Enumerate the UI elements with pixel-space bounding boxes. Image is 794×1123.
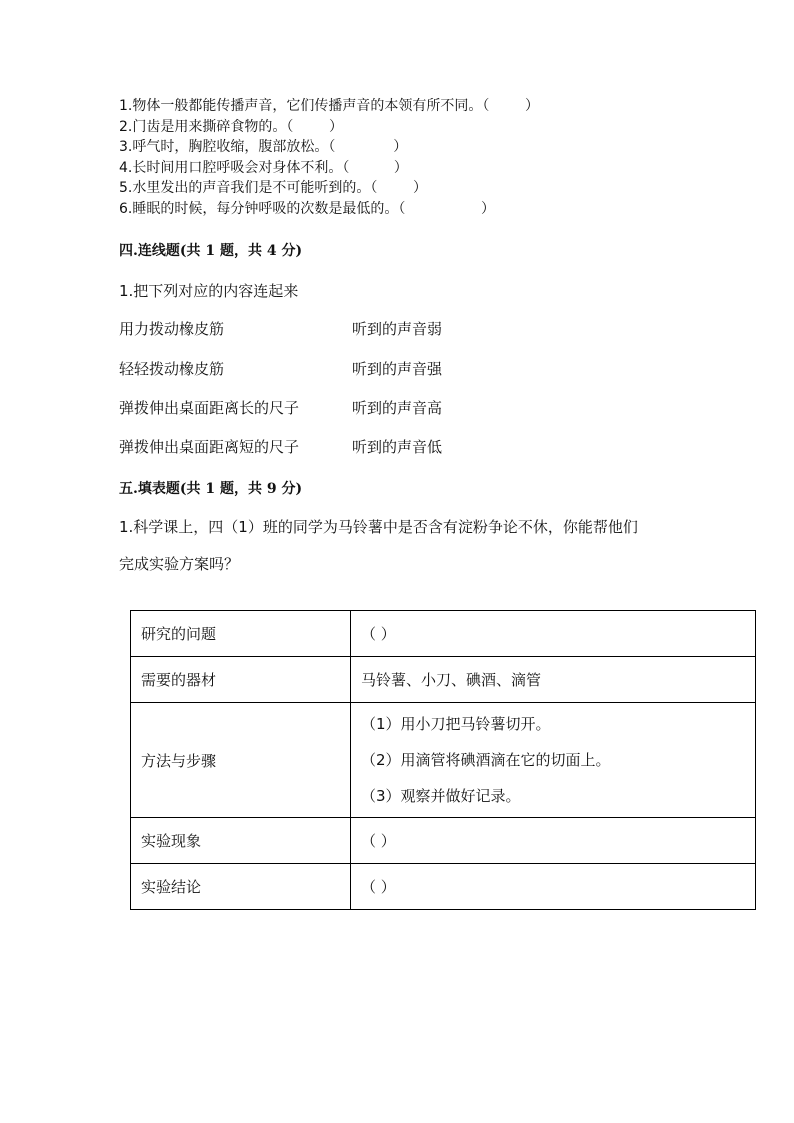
row-label-phenomenon: 实验现象 [131, 818, 351, 864]
section4-heading: 四.连线题(共 1 题，共 4 分) [119, 243, 303, 259]
step-3: （3）观察并做好记录。 [361, 787, 521, 805]
tf-item-1: 1.物体一般都能传播声音，它们传播声音的本领有所不同。（ ） [119, 98, 539, 114]
row-label-method: 方法与步骤 [131, 703, 351, 818]
row-value-method [351, 703, 756, 818]
experiment-table [130, 610, 756, 910]
row-label-conclusion: 实验结论 [131, 864, 351, 910]
match-right-3: 听到的声音高 [352, 399, 443, 417]
table-row [131, 864, 756, 910]
section4-question: 1.把下列对应的内容连起来 [119, 282, 299, 300]
tf-item-4: 4.长时间用口腔呼吸会对身体不利。（ ） [119, 159, 408, 176]
row-value-materials: 马铃薯、小刀、碘酒、滴管 [351, 657, 756, 703]
match-left-2: 轻轻拨动橡皮筋 [119, 360, 225, 378]
match-right-1: 听到的声音弱 [352, 320, 443, 338]
true-false-list [119, 96, 539, 220]
tf-item-3: 3.呼气时，胸腔收缩，腹部放松。（ ） [119, 139, 408, 156]
match-left-4: 弹拨伸出桌面距离短的尺子 [119, 438, 300, 456]
table-row [131, 657, 756, 703]
match-right-4: 听到的声音低 [352, 438, 443, 456]
step-1: （1）用小刀把马铃薯切开。 [361, 715, 551, 733]
row-value-conclusion: （ ） [351, 864, 756, 910]
match-right-2: 听到的声音强 [352, 360, 443, 378]
tf-item-2: 2.门齿是用来撕碎食物的。（ ） [119, 118, 343, 135]
row-label-question: 研究的问题 [131, 611, 351, 657]
table-row [131, 611, 756, 657]
table-row [131, 703, 756, 818]
section5-question-line2: 完成实验方案吗？ [119, 555, 240, 573]
tf-item-5: 5.水里发出的声音我们是不可能听到的。（ ） [119, 180, 427, 197]
tf-item-6: 6.睡眠的时候，每分钟呼吸的次数是最低的。（ ） [119, 200, 496, 217]
match-left-3: 弹拨伸出桌面距离长的尺子 [119, 399, 300, 417]
match-left-1: 用力拨动橡皮筋 [119, 320, 225, 338]
step-2: （2）用滴管将碘酒滴在它的切面上。 [361, 751, 611, 769]
row-label-materials: 需要的器材 [131, 657, 351, 703]
row-value-phenomenon: （ ） [351, 818, 756, 864]
row-value-question: （ ） [351, 611, 756, 657]
table-row [131, 818, 756, 864]
section5-question-line1: 1.科学课上，四（1）班的同学为马铃薯中是否含有淀粉争论不休，你能帮他们 [119, 518, 638, 536]
section5-heading: 五.填表题(共 1 题，共 9 分) [119, 481, 303, 497]
